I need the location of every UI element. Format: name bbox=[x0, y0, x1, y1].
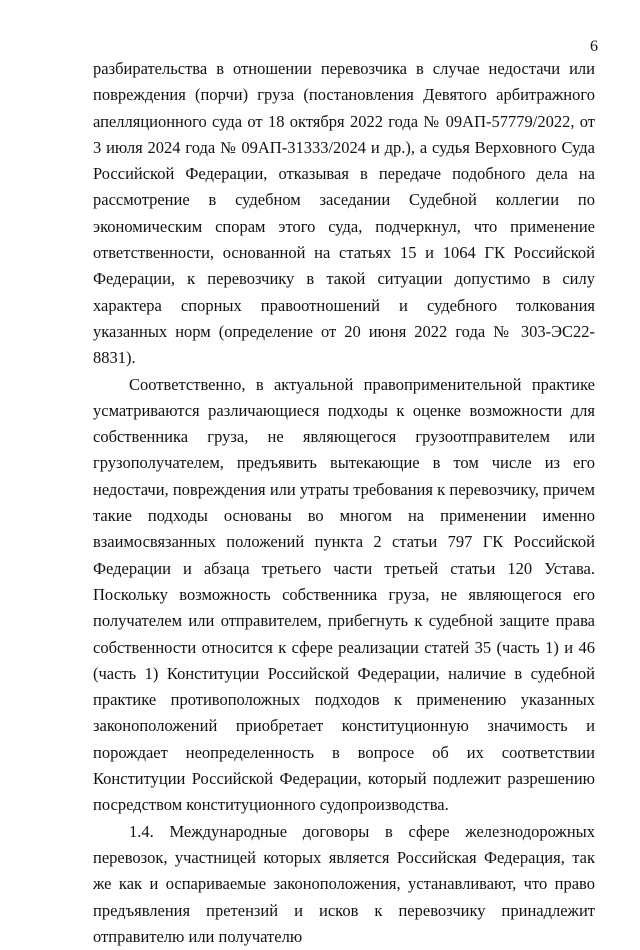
paragraph-1-4: 1.4. Международные договоры в сфере железнодорожных перевозок, участницей которых является Российская Федерация, так же как и оспариваемые законоположения, устанавливают, что право предъявления претензий и исков к перевозчику принадлежит отправителю или получателю bbox=[93, 821, 595, 946]
paragraph-sootvetstvenno: Соответственно, в актуальной правоприменительной практике усматриваются различающиеся подходы к оценке возможности для собственника груза, не являющегося грузоотправителем или грузополучателем, предъявить вытекающие в том числе из его недостачи, повреждения или утраты требования к перевозчику, причем такие подходы основаны во многом на применении именно взаимосвязанных положений пункта 2 статьи 797 ГК Российской Федерации и абзаца третьего части третьей статьи 120 Устава. Поскольку возможность собственника груза, не являющегося его получателем или отправителем, прибегнуть к судебной защите права собственности относится к сфере реализации статей 35 (часть 1) и 46 (часть 1) Конституции Российской Федерации, наличие в судебной практике противоположных подходов к применению указанных законоположений приобретает конституционную значимость и порождает неопределенность в вопросе об их соответствии Конституции Российской Федерации, который подлежит разрешению посредством конституционного судопроизводства. bbox=[93, 374, 595, 815]
document-body bbox=[93, 56, 595, 950]
paragraph-continuation: разбирательства в отношении перевозчика в случае недостачи или повреждения (порчи) груза (постановления Девятого арбитражного апелляционного суда от 18 октября 2022 года № 09АП-57779/2022, от 3 июля 2024 года № 09АП-31333/2024 и др.), а судья Верховного Суда Российской Федерации, отказывая в передаче подобного дела на рассмотрение в судебном заседании Судебной коллегии по экономическим спорам этого суда, подчеркнул, что применение ответственности, основанной на статьях 15 и 1064 ГК Российской Федерации, к перевозчику в такой ситуации допустимо в силу характера спорных правоотношений и судебного толкования указанных норм (определение от 20 июня 2022 года № 303-ЭС22-8831). bbox=[93, 59, 595, 368]
page-number: 6 bbox=[590, 38, 598, 55]
